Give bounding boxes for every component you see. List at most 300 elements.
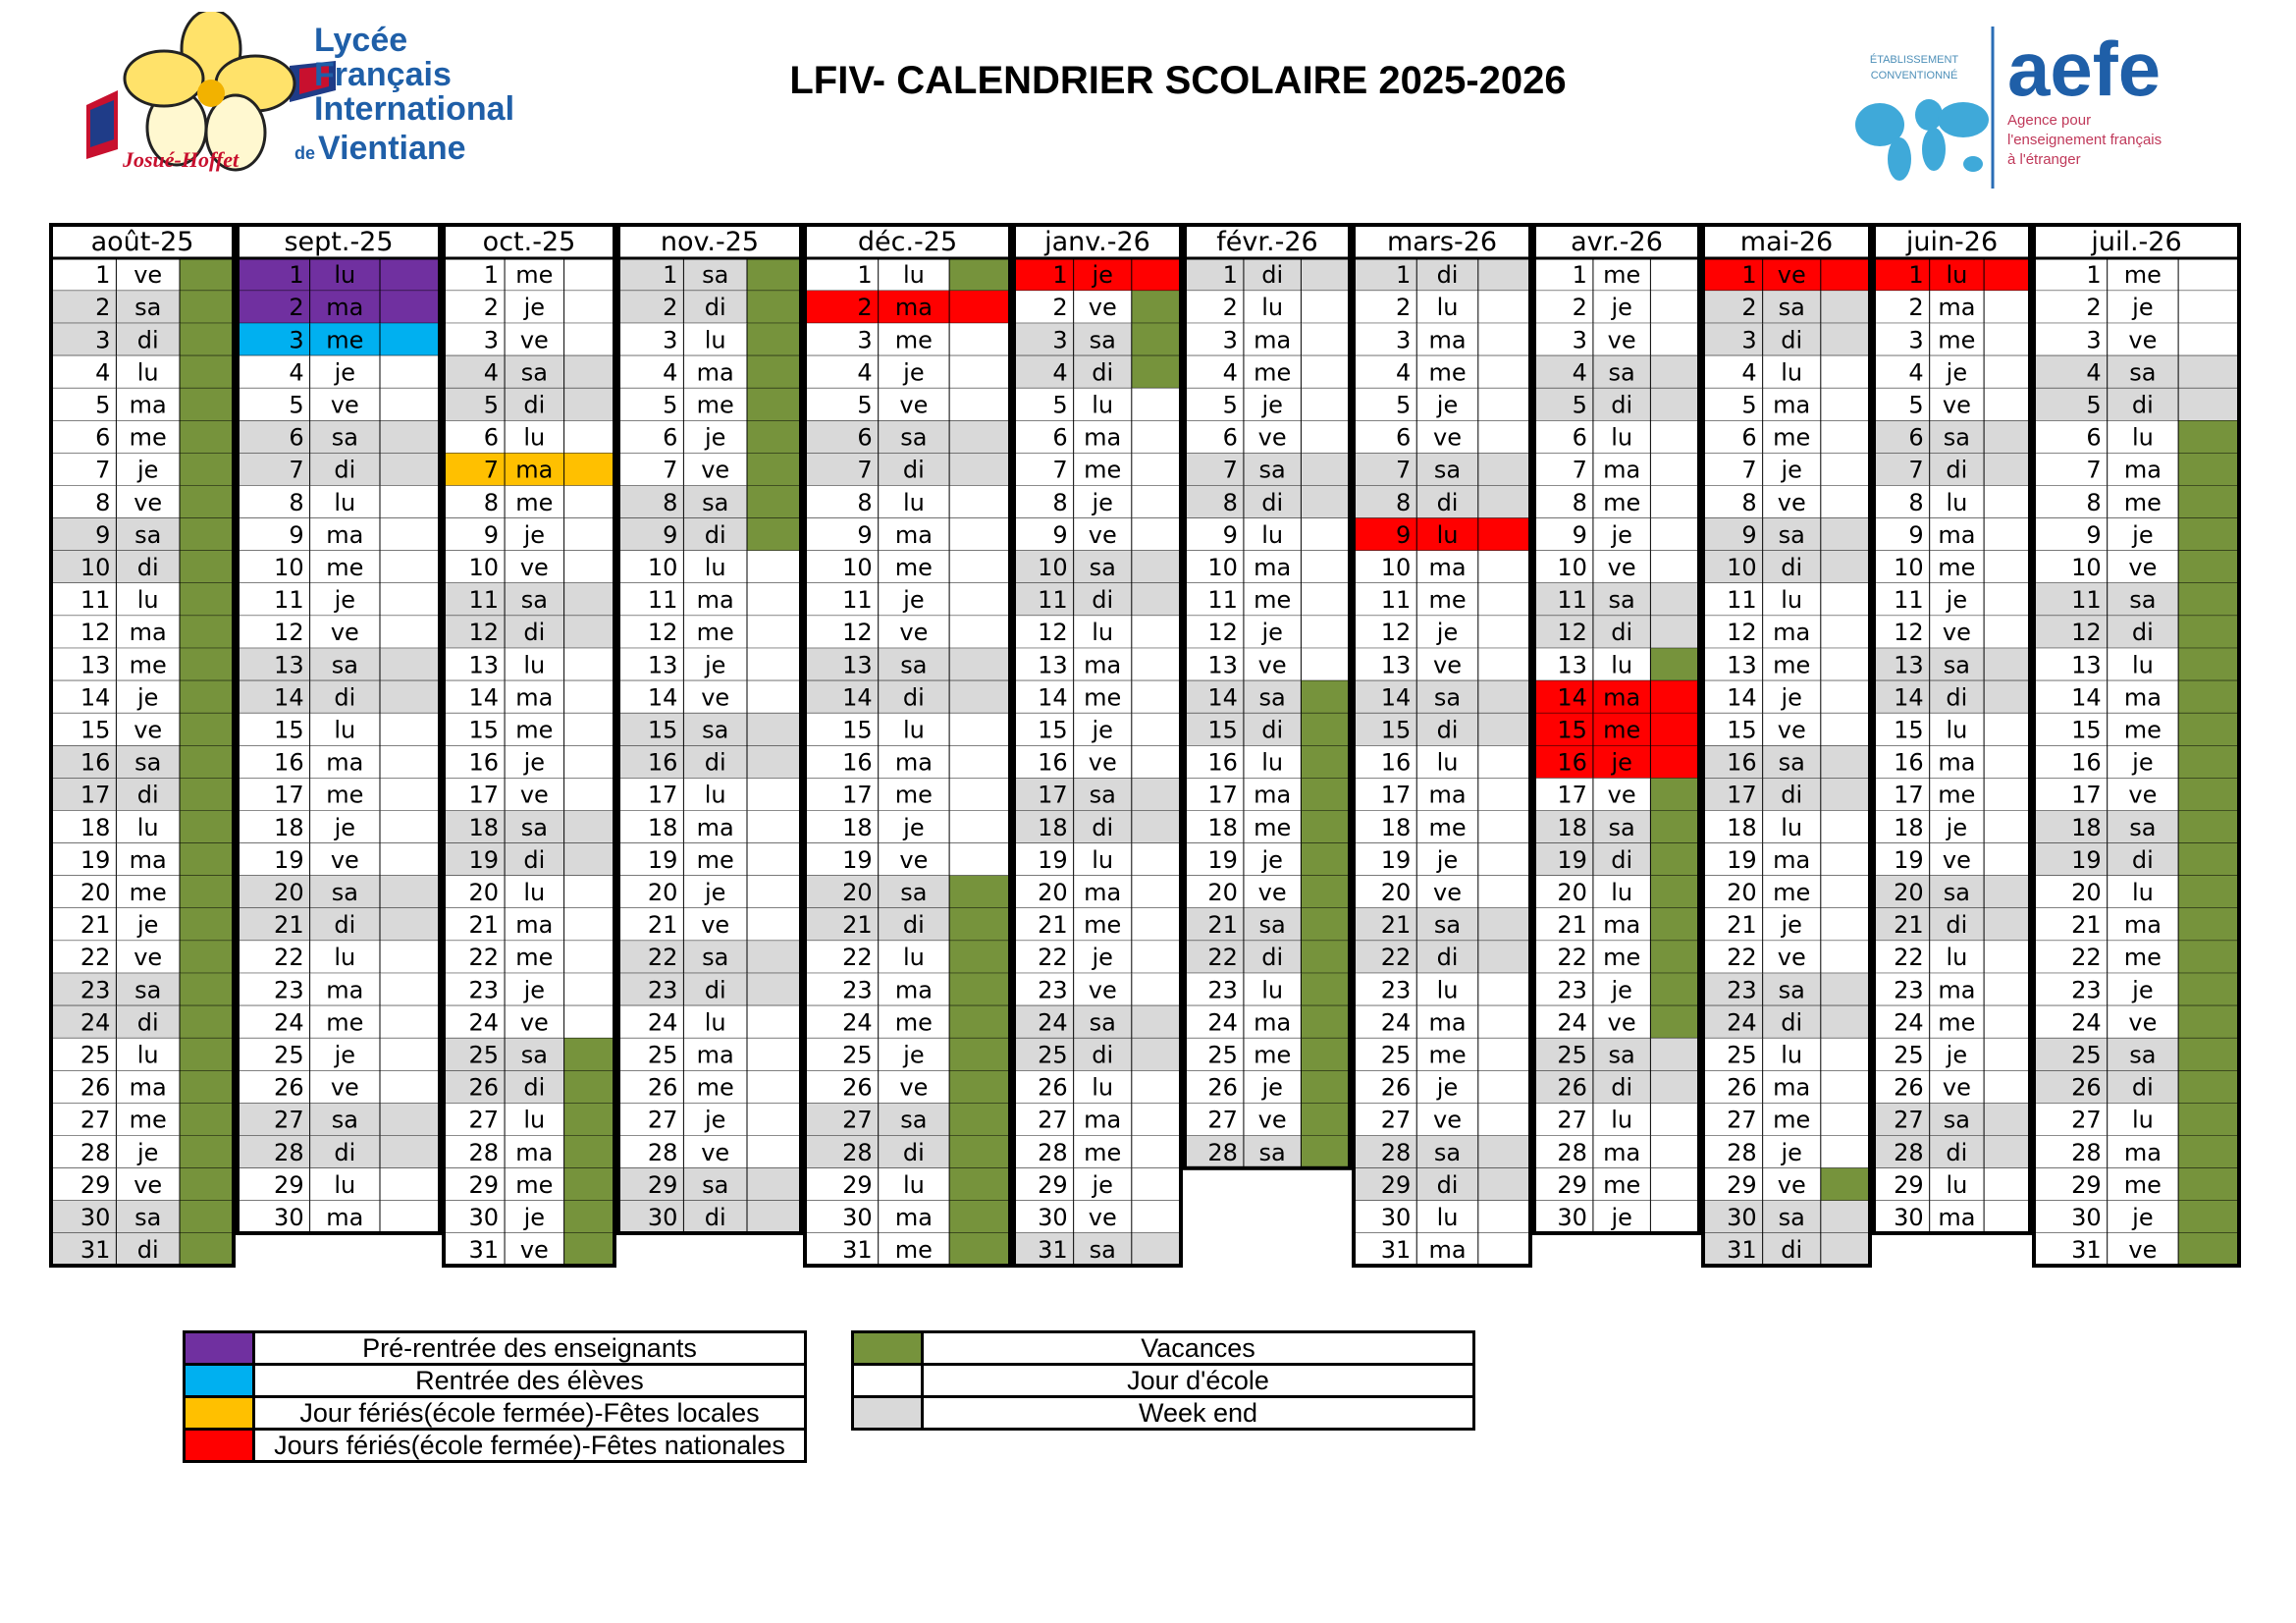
day-number: 5	[1052, 391, 1068, 419]
day-name: sa	[1778, 294, 1805, 322]
day-row	[803, 1038, 1012, 1070]
day-row	[616, 811, 803, 843]
day-status-cell	[180, 291, 236, 323]
day-status-cell	[1821, 941, 1872, 973]
day-number: 27	[468, 1106, 500, 1134]
day-row	[236, 1168, 442, 1201]
day-name: ve	[519, 781, 549, 809]
day-status-cell	[1301, 616, 1352, 648]
day-number: 21	[80, 911, 111, 940]
day-status-cell	[1478, 1168, 1532, 1201]
day-row	[1532, 746, 1701, 779]
day-name: me	[1428, 358, 1467, 387]
day-status-cell	[1301, 648, 1352, 680]
day-name: di	[136, 554, 159, 581]
day-name: je	[523, 520, 546, 549]
day-name: ve	[133, 716, 163, 744]
day-name: me	[696, 391, 734, 419]
day-row	[1872, 876, 2032, 908]
day-status-cell	[747, 388, 803, 420]
day-row	[1183, 518, 1352, 551]
day-number: 21	[274, 911, 304, 940]
day-name: ma	[2123, 1138, 2162, 1166]
day-row	[803, 518, 1012, 551]
day-number: 10	[1557, 554, 1587, 581]
day-number: 28	[1038, 1138, 1068, 1166]
day-name: je	[136, 1138, 159, 1166]
day-status-cell	[1478, 291, 1532, 323]
day-name: me	[515, 944, 554, 972]
day-row	[2032, 941, 2241, 973]
day-number: 7	[289, 456, 304, 484]
day-name: ve	[1433, 651, 1463, 679]
day-status-cell	[747, 811, 803, 843]
day-row	[616, 908, 803, 941]
day-status-cell	[1821, 648, 1872, 680]
day-name: ve	[519, 326, 549, 354]
day-number: 24	[80, 1008, 111, 1037]
day-row	[616, 713, 803, 745]
day-row	[236, 551, 442, 583]
day-row	[1872, 421, 2032, 454]
day-status-cell	[2178, 746, 2241, 779]
day-name: di	[1092, 1041, 1114, 1069]
day-number: 14	[1894, 683, 1924, 712]
day-row	[803, 648, 1012, 680]
day-status-cell	[1984, 1005, 2032, 1038]
day-cell-bg	[1012, 258, 1132, 291]
day-number: 30	[274, 1204, 304, 1231]
day-cell-bg	[616, 1005, 747, 1038]
day-row	[2032, 973, 2241, 1005]
day-row	[1701, 323, 1872, 355]
day-name: ma	[894, 520, 933, 549]
day-row	[1701, 454, 1872, 486]
day-row	[616, 1136, 803, 1168]
day-row	[1352, 421, 1532, 454]
day-name: sa	[331, 879, 358, 906]
day-status-cell	[1821, 454, 1872, 486]
day-cell-bg	[1701, 811, 1821, 843]
day-row	[2032, 843, 2241, 876]
day-status-cell	[1478, 941, 1532, 973]
day-number: 28	[1727, 1138, 1757, 1166]
day-number: 13	[647, 651, 678, 679]
day-status-cell	[1984, 551, 2032, 583]
day-status-cell	[1650, 291, 1701, 323]
day-name: ve	[1088, 294, 1117, 322]
day-name: sa	[1943, 651, 1970, 679]
day-status-cell	[1478, 421, 1532, 454]
legend-label-vacances: Vacances	[923, 1332, 1474, 1365]
day-row	[1872, 680, 2032, 713]
month-header: août-25	[90, 227, 194, 257]
day-row	[1532, 876, 1701, 908]
day-row	[1012, 258, 1183, 291]
day-row	[1872, 746, 2032, 779]
day-cell-bg	[1352, 616, 1478, 648]
day-row	[803, 680, 1012, 713]
day-number: 12	[468, 619, 500, 647]
day-row	[1012, 1201, 1183, 1233]
day-number: 15	[1727, 716, 1757, 744]
day-number: 27	[1894, 1106, 1924, 1134]
legend-special-days	[183, 1330, 807, 1463]
day-status-cell	[180, 616, 236, 648]
month-column	[1183, 225, 1352, 1168]
day-name: me	[894, 781, 933, 809]
day-name: je	[1611, 1204, 1632, 1231]
day-row	[2032, 551, 2241, 583]
day-cell-bg	[2032, 583, 2178, 616]
day-row	[1183, 421, 1352, 454]
day-name: ve	[2128, 781, 2158, 809]
day-number: 7	[1222, 456, 1238, 484]
day-status-cell	[2178, 648, 2241, 680]
day-cell-bg	[442, 843, 564, 876]
day-name: ma	[1938, 748, 1976, 777]
day-name: lu	[1436, 748, 1459, 777]
day-row	[1532, 388, 1701, 420]
day-number: 15	[647, 716, 678, 744]
day-status-cell	[2178, 1201, 2241, 1233]
day-number: 22	[1380, 944, 1412, 972]
day-row	[442, 551, 616, 583]
day-number: 26	[80, 1073, 111, 1102]
day-status-cell	[564, 551, 616, 583]
day-number: 9	[95, 520, 111, 549]
day-name: di	[1261, 488, 1284, 516]
day-row	[1012, 1168, 1183, 1201]
day-status-cell	[564, 355, 616, 388]
day-name: sa	[134, 520, 162, 549]
day-number: 1	[663, 261, 678, 290]
day-row	[1012, 908, 1183, 941]
day-row	[803, 616, 1012, 648]
day-row	[442, 973, 616, 1005]
day-status-cell	[1984, 454, 2032, 486]
day-name: di	[704, 294, 726, 322]
day-row	[1012, 551, 1183, 583]
day-name: me	[326, 781, 364, 809]
day-row	[803, 843, 1012, 876]
logo-tagline: Josué-Hoffet	[123, 147, 240, 172]
day-number: 8	[95, 488, 111, 516]
day-status-cell	[1984, 680, 2032, 713]
day-row	[1701, 941, 1872, 973]
day-row	[1532, 1104, 1701, 1136]
day-row	[1012, 421, 1183, 454]
day-row	[49, 680, 236, 713]
day-cell-bg	[803, 811, 949, 843]
day-number: 21	[468, 911, 500, 940]
day-number: 1	[1222, 261, 1238, 290]
day-status-cell	[1821, 1104, 1872, 1136]
day-name: lu	[1261, 294, 1284, 322]
day-status-cell	[380, 713, 442, 745]
day-number: 14	[842, 683, 873, 712]
day-number: 21	[1207, 911, 1238, 940]
day-number: 8	[1908, 488, 1924, 516]
day-status-cell	[949, 1005, 1012, 1038]
legend-swatch-vacances	[853, 1332, 923, 1365]
day-number: 3	[2086, 326, 2102, 354]
day-name: ve	[1607, 1008, 1636, 1037]
day-cell-bg	[442, 746, 564, 779]
day-number: 17	[842, 781, 873, 809]
day-cell-bg	[49, 811, 180, 843]
day-row	[442, 1104, 616, 1136]
day-name: lu	[334, 261, 356, 290]
day-name: ve	[2128, 1236, 2158, 1265]
day-status-cell	[1650, 908, 1701, 941]
day-cell-bg	[1012, 486, 1132, 518]
day-name: ma	[326, 520, 364, 549]
day-row	[236, 1104, 442, 1136]
day-row	[1532, 680, 1701, 713]
day-number: 9	[1395, 520, 1412, 549]
month-header: sept.-25	[284, 227, 394, 257]
day-status-cell	[1478, 746, 1532, 779]
day-number: 16	[80, 748, 111, 777]
day-name: ma	[696, 1041, 734, 1069]
day-status-cell	[1984, 1136, 2032, 1168]
day-number: 3	[289, 326, 304, 354]
day-row	[2032, 1071, 2241, 1104]
day-row	[1872, 1005, 2032, 1038]
day-row	[1701, 1136, 1872, 1168]
day-number: 18	[2071, 813, 2102, 841]
day-status-cell	[180, 1136, 236, 1168]
month-header: oct.-25	[482, 227, 576, 257]
day-status-cell	[564, 779, 616, 811]
day-row	[803, 323, 1012, 355]
day-name: lu	[2131, 879, 2154, 906]
day-number: 12	[1557, 619, 1587, 647]
day-number: 22	[468, 944, 500, 972]
month-column	[1872, 225, 2032, 1233]
day-name: lu	[2131, 651, 2154, 679]
day-row	[1701, 746, 1872, 779]
day-name: lu	[902, 261, 925, 290]
day-status-cell	[180, 486, 236, 518]
day-status-cell	[1984, 388, 2032, 420]
day-row	[49, 1233, 236, 1266]
day-name: lu	[523, 879, 546, 906]
day-name: sa	[1608, 358, 1635, 387]
day-row	[49, 713, 236, 745]
legend-item-rentree	[185, 1365, 806, 1397]
day-status-cell	[1821, 779, 1872, 811]
day-cell-bg	[49, 779, 180, 811]
day-status-cell	[747, 1071, 803, 1104]
day-row	[803, 258, 1012, 291]
day-number: 12	[80, 619, 111, 647]
day-name: lu	[136, 813, 159, 841]
day-name: ma	[2123, 456, 2162, 484]
day-name: je	[1092, 488, 1113, 516]
day-number: 24	[1727, 1008, 1757, 1037]
day-name: lu	[1261, 976, 1284, 1004]
day-cell-bg	[49, 1136, 180, 1168]
day-number: 10	[1038, 554, 1068, 581]
day-number: 29	[1557, 1170, 1587, 1199]
day-status-cell	[1821, 1038, 1872, 1070]
day-status-cell	[949, 486, 1012, 518]
day-cell-bg	[442, 1201, 564, 1233]
day-row	[49, 355, 236, 388]
month-header: déc.-25	[857, 227, 958, 257]
legend-swatch-weekend	[853, 1397, 923, 1430]
day-row	[1012, 713, 1183, 745]
day-name: di	[1611, 391, 1633, 419]
day-name: ma	[1428, 781, 1467, 809]
day-status-cell	[1132, 908, 1183, 941]
day-row	[1701, 843, 1872, 876]
day-name: di	[1436, 488, 1459, 516]
day-cell-bg	[803, 1168, 949, 1201]
day-name: sa	[1778, 976, 1805, 1004]
day-number: 27	[1727, 1106, 1757, 1134]
day-row	[1183, 323, 1352, 355]
day-row	[49, 973, 236, 1005]
day-name: di	[1092, 813, 1114, 841]
day-cell-bg	[442, 973, 564, 1005]
day-cell-bg	[616, 421, 747, 454]
legend-swatch-ecole	[853, 1365, 923, 1397]
day-status-cell	[747, 1005, 803, 1038]
day-number: 8	[289, 488, 304, 516]
day-row	[49, 648, 236, 680]
day-number: 22	[2071, 944, 2102, 972]
legend-day-types	[851, 1330, 1475, 1431]
day-row	[1352, 258, 1532, 291]
aefe-brand: aefe	[2007, 26, 2162, 112]
day-status-cell	[1478, 551, 1532, 583]
day-number: 8	[1222, 488, 1238, 516]
day-number: 30	[80, 1204, 111, 1231]
day-number: 18	[80, 813, 111, 841]
day-name: me	[1603, 716, 1641, 744]
day-number: 30	[1894, 1204, 1924, 1231]
day-number: 16	[1207, 748, 1238, 777]
lfiv-logo	[79, 12, 540, 184]
day-number: 18	[1207, 813, 1238, 841]
day-cell-bg	[2032, 616, 2178, 648]
day-name: sa	[1433, 456, 1462, 484]
day-number: 15	[1380, 716, 1412, 744]
day-number: 19	[2071, 845, 2102, 874]
day-number: 21	[647, 911, 678, 940]
day-number: 23	[1727, 976, 1757, 1004]
day-number: 28	[468, 1138, 500, 1166]
day-name: je	[704, 651, 726, 679]
day-number: 3	[663, 326, 678, 354]
day-status-cell	[1301, 486, 1352, 518]
day-status-cell	[1132, 843, 1183, 876]
day-name: ve	[519, 1008, 549, 1037]
day-row	[1352, 1136, 1532, 1168]
day-name: sa	[520, 358, 548, 387]
day-status-cell	[1821, 616, 1872, 648]
day-number: 20	[1727, 879, 1757, 906]
day-status-cell	[747, 258, 803, 291]
day-status-cell	[1821, 258, 1872, 291]
day-row	[1701, 1005, 1872, 1038]
day-status-cell	[180, 1071, 236, 1104]
day-row	[2032, 680, 2241, 713]
day-number: 15	[1894, 716, 1924, 744]
day-row	[1701, 355, 1872, 388]
day-number: 21	[1727, 911, 1757, 940]
day-row	[2032, 1038, 2241, 1070]
day-name: ma	[129, 1073, 167, 1102]
day-status-cell	[1132, 388, 1183, 420]
day-row	[803, 355, 1012, 388]
day-status-cell	[564, 421, 616, 454]
day-name: ma	[2123, 911, 2162, 940]
day-status-cell	[949, 746, 1012, 779]
day-row	[616, 616, 803, 648]
day-name: lu	[1261, 520, 1284, 549]
day-cell-bg	[1701, 323, 1821, 355]
day-cell-bg	[1183, 973, 1301, 1005]
day-row	[1352, 648, 1532, 680]
day-row	[1012, 680, 1183, 713]
day-name: je	[1261, 1073, 1283, 1102]
day-status-cell	[564, 1038, 616, 1070]
day-status-cell	[180, 908, 236, 941]
day-status-cell	[747, 421, 803, 454]
day-row	[1012, 1104, 1183, 1136]
day-row	[803, 551, 1012, 583]
day-status-cell	[747, 1201, 803, 1233]
day-status-cell	[1478, 323, 1532, 355]
day-number: 14	[647, 683, 678, 712]
day-status-cell	[1984, 973, 2032, 1005]
day-name: sa	[1089, 781, 1116, 809]
day-name: ma	[129, 845, 167, 874]
day-name: ma	[1254, 326, 1292, 354]
day-row	[1532, 843, 1701, 876]
day-row	[49, 1005, 236, 1038]
day-status-cell	[1132, 454, 1183, 486]
day-row	[1872, 1038, 2032, 1070]
day-status-cell	[747, 291, 803, 323]
day-row	[1872, 648, 2032, 680]
day-status-cell	[949, 551, 1012, 583]
day-status-cell	[1301, 1005, 1352, 1038]
day-name: lu	[334, 716, 356, 744]
day-number: 13	[2071, 651, 2102, 679]
day-name: ma	[1938, 520, 1976, 549]
day-row	[1532, 1038, 1701, 1070]
day-number: 5	[1395, 391, 1412, 419]
day-status-cell	[180, 1104, 236, 1136]
day-number: 23	[1557, 976, 1587, 1004]
day-name: je	[1261, 845, 1283, 874]
day-row	[616, 388, 803, 420]
day-name: me	[696, 1073, 734, 1102]
day-name: me	[2123, 488, 2162, 516]
day-status-cell	[1301, 713, 1352, 745]
day-cell-bg	[442, 1071, 564, 1104]
day-status-cell	[2178, 583, 2241, 616]
day-cell-bg	[616, 876, 747, 908]
day-number: 18	[1894, 813, 1924, 841]
day-row	[236, 876, 442, 908]
day-name: ma	[1254, 554, 1292, 581]
